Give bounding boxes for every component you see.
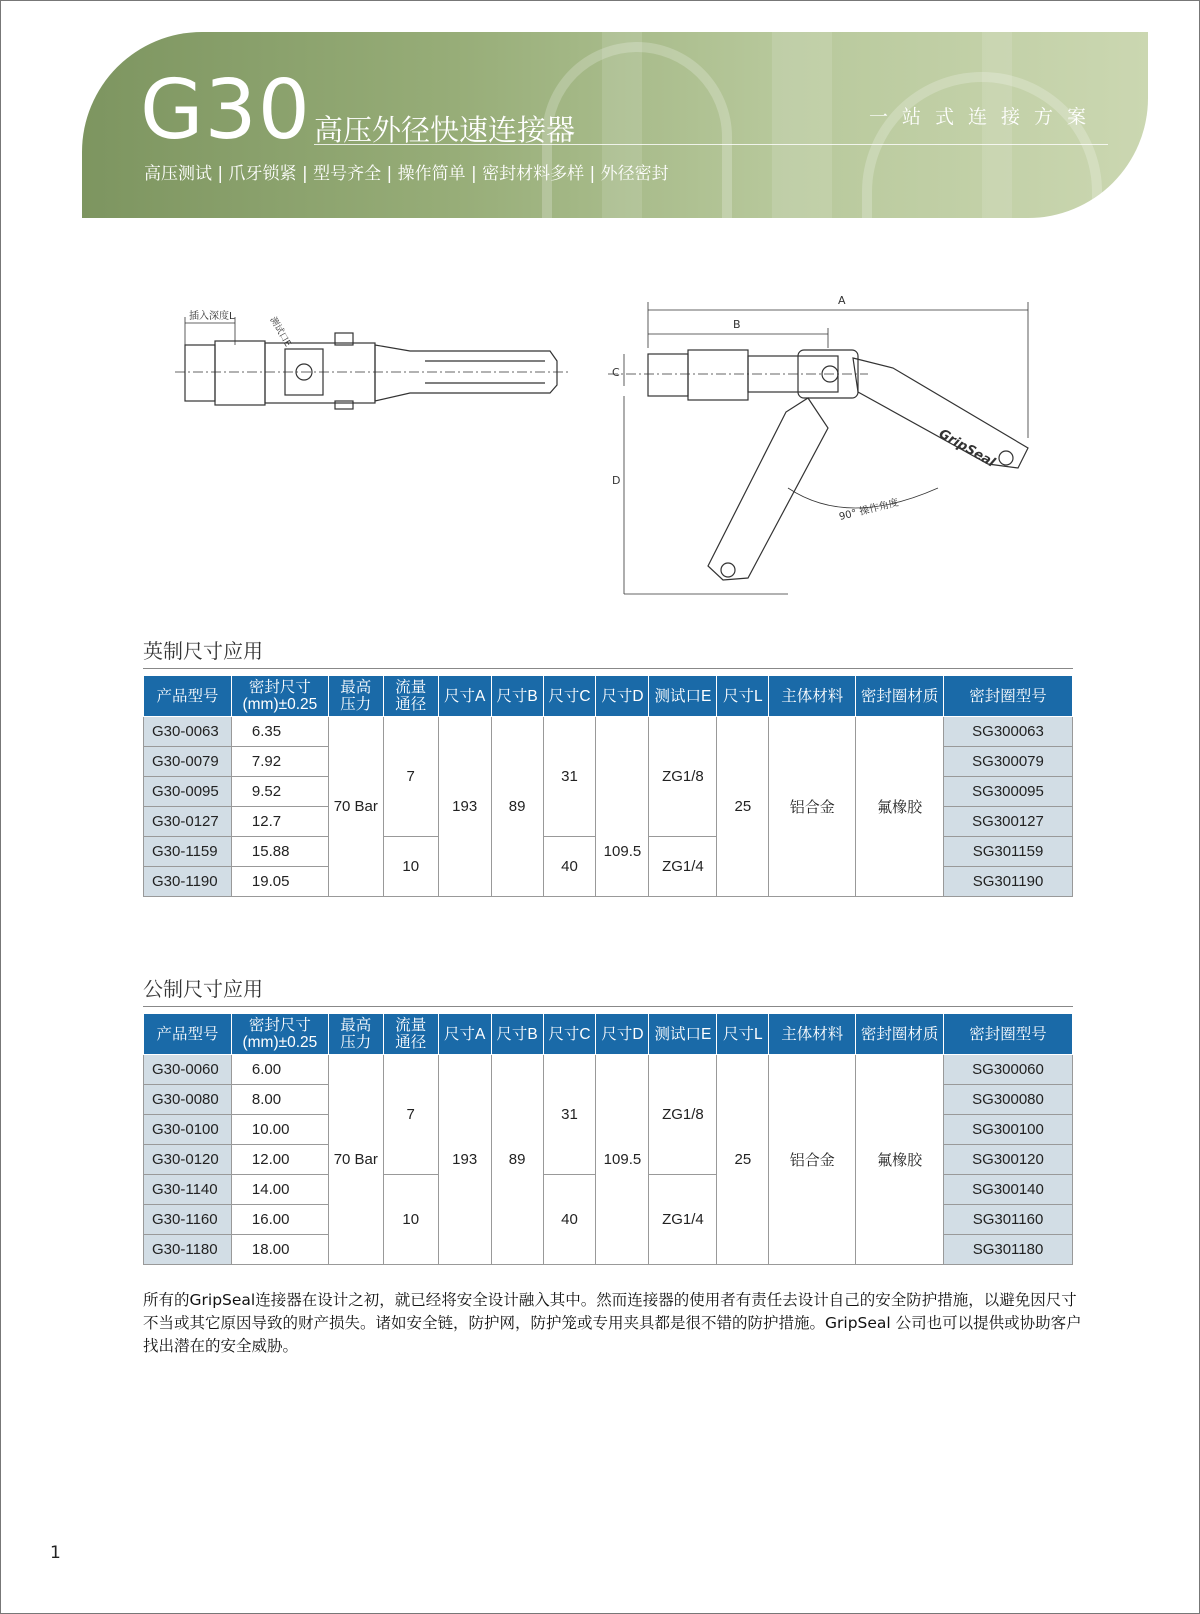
header-cell: 测试口E: [649, 676, 717, 717]
table-header-row: [144, 676, 1073, 717]
header-cell: 密封圈型号: [944, 1014, 1073, 1055]
size-cell: 6.00: [231, 1055, 328, 1085]
seal-model-cell: SG301159: [944, 837, 1073, 867]
flow-cell: 10: [383, 1175, 438, 1265]
flow-cell: 7: [383, 717, 438, 837]
metric-section-title: 公制尺寸应用: [143, 977, 263, 1001]
header-cell: 尺寸B: [491, 1014, 543, 1055]
size-cell: 7.92: [231, 747, 328, 777]
header-banner: [82, 32, 1148, 218]
metric-spec-table: [143, 1013, 1073, 1265]
dim-b-cell: 89: [491, 1055, 543, 1265]
body-material-cell: 铝合金: [769, 717, 856, 897]
header-cell: 尺寸C: [543, 1014, 596, 1055]
dim-l-cell: 25: [717, 717, 769, 897]
port-cell: ZG1/8: [649, 1055, 717, 1175]
imperial-spec-table: [143, 675, 1073, 897]
brand-mark: GripSeal: [936, 426, 998, 471]
model-cell: G30-0100: [144, 1115, 232, 1145]
depth-label: 插入深度L: [189, 311, 235, 322]
size-cell: 8.00: [231, 1085, 328, 1115]
banner-divider: [314, 144, 1108, 145]
model-cell: G30-0127: [144, 807, 232, 837]
section-divider: [143, 1006, 1073, 1007]
imperial-section-title: 英制尺寸应用: [143, 639, 263, 663]
seal-model-cell: SG300080: [944, 1085, 1073, 1115]
header-cell: 测试口E: [649, 1014, 717, 1055]
pressure-cell: 70 Bar: [328, 717, 383, 897]
dim-a-label: A: [838, 294, 846, 307]
dim-a-cell: 193: [438, 1055, 491, 1265]
feature-list: 高压测试 | 爪牙锁紧 | 型号齐全 | 操作简单 | 密封材料多样 | 外径密封: [144, 164, 669, 184]
header-cell: 产品型号: [144, 1014, 232, 1055]
safety-note: 所有的GripSeal连接器在设计之初，就已经将安全设计融入其中。然而连接器的使用者有责任去设计自己的安全防护措施，以避免因尺寸不当或其它原因导致的财产损失。诸如安全链，防护网，防护笼或专用夹具都是很不错的防护措施。GripSeal 公司也可以提供或协助客户找出潜在的安全威胁。: [143, 1291, 1082, 1355]
header-cell: 尺寸A: [438, 1014, 491, 1055]
size-cell: 16.00: [231, 1205, 328, 1235]
header-cell: 密封尺寸 (mm)±0.25: [231, 1014, 328, 1055]
model-title: G30: [140, 63, 311, 158]
model-cell: G30-0063: [144, 717, 232, 747]
size-cell: 18.00: [231, 1235, 328, 1265]
seal-model-cell: SG300127: [944, 807, 1073, 837]
dim-d-label: D: [612, 474, 621, 487]
dim-b-label: B: [733, 318, 741, 331]
connector-side-view-drawing: [175, 305, 575, 425]
header-cell: 尺寸D: [596, 1014, 649, 1055]
header-cell: 最高 压力: [328, 676, 383, 717]
seal-material-cell: 氟橡胶: [856, 717, 944, 897]
header-cell: 尺寸D: [596, 676, 649, 717]
section-divider: [143, 668, 1073, 669]
header-cell: 主体材料: [769, 676, 856, 717]
model-cell: G30-0079: [144, 747, 232, 777]
header-cell: 流量 通径: [383, 676, 438, 717]
dim-a-cell: 193: [438, 717, 491, 897]
connector-open-view-drawing: [608, 288, 1038, 608]
header-cell: 最高 压力: [328, 1014, 383, 1055]
header-cell: 尺寸L: [717, 1014, 769, 1055]
dim-d-cell: 109.5: [596, 1055, 649, 1265]
model-cell: G30-1180: [144, 1235, 232, 1265]
angle-label: 90° 操作角度: [838, 497, 900, 523]
dim-l-cell: 25: [717, 1055, 769, 1265]
port-cell: ZG1/8: [649, 717, 717, 837]
header-cell: 密封尺寸 (mm)±0.25: [231, 676, 328, 717]
header-cell: 密封圈材质: [856, 1014, 944, 1055]
body-material-cell: 铝合金: [769, 1055, 856, 1265]
slogan: 一站式连接方案: [868, 106, 1100, 128]
size-cell: 19.05: [231, 867, 328, 897]
size-cell: 10.00: [231, 1115, 328, 1145]
seal-model-cell: SG300100: [944, 1115, 1073, 1145]
model-cell: G30-1159: [144, 837, 232, 867]
seal-model-cell: SG301180: [944, 1235, 1073, 1265]
table-row: [144, 1055, 1073, 1085]
flow-cell: 7: [383, 1055, 438, 1175]
seal-model-cell: SG300063: [944, 717, 1073, 747]
size-cell: 9.52: [231, 777, 328, 807]
size-cell: 15.88: [231, 837, 328, 867]
seal-model-cell: SG301190: [944, 867, 1073, 897]
model-cell: G30-1160: [144, 1205, 232, 1235]
model-cell: G30-1190: [144, 867, 232, 897]
dim-c-cell: 31: [543, 717, 596, 837]
table-header-row: [144, 1014, 1073, 1055]
header-cell: 产品型号: [144, 676, 232, 717]
model-cell: G30-0120: [144, 1145, 232, 1175]
header-cell: 尺寸L: [717, 676, 769, 717]
seal-model-cell: SG300079: [944, 747, 1073, 777]
pressure-cell: 70 Bar: [328, 1055, 383, 1265]
model-cell: G30-0095: [144, 777, 232, 807]
dim-b-cell: 89: [491, 717, 543, 897]
page-number: 1: [50, 1543, 61, 1563]
seal-material-cell: 氟橡胶: [856, 1055, 944, 1265]
header-cell: 流量 通径: [383, 1014, 438, 1055]
seal-model-cell: SG300120: [944, 1145, 1073, 1175]
seal-model-cell: SG301160: [944, 1205, 1073, 1235]
seal-model-cell: SG300095: [944, 777, 1073, 807]
size-cell: 6.35: [231, 717, 328, 747]
banner-photo-detail: [862, 72, 1102, 218]
size-cell: 12.00: [231, 1145, 328, 1175]
flow-cell: 10: [383, 837, 438, 897]
header-cell: 主体材料: [769, 1014, 856, 1055]
dim-c-cell: 40: [543, 837, 596, 897]
product-title: 高压外径快速连接器: [314, 113, 576, 147]
dim-c-label: C: [612, 366, 620, 379]
port-cell: ZG1/4: [649, 1175, 717, 1265]
model-cell: G30-0080: [144, 1085, 232, 1115]
header-cell: 尺寸B: [491, 676, 543, 717]
model-cell: G30-0060: [144, 1055, 232, 1085]
seal-model-cell: SG300140: [944, 1175, 1073, 1205]
header-cell: 密封圈材质: [856, 676, 944, 717]
dim-c-cell: 31: [543, 1055, 596, 1175]
banner-photo-detail: [772, 32, 832, 218]
port-cell: ZG1/4: [649, 837, 717, 897]
size-cell: 12.7: [231, 807, 328, 837]
table-row: [144, 717, 1073, 747]
header-cell: 尺寸A: [438, 676, 491, 717]
model-cell: G30-1140: [144, 1175, 232, 1205]
dim-c-cell: 40: [543, 1175, 596, 1265]
header-cell: 密封圈型号: [944, 676, 1073, 717]
dim-d-cell: 109.5: [596, 717, 649, 897]
seal-model-cell: SG300060: [944, 1055, 1073, 1085]
port-label: 测试口E: [267, 315, 293, 349]
size-cell: 14.00: [231, 1175, 328, 1205]
header-cell: 尺寸C: [543, 676, 596, 717]
